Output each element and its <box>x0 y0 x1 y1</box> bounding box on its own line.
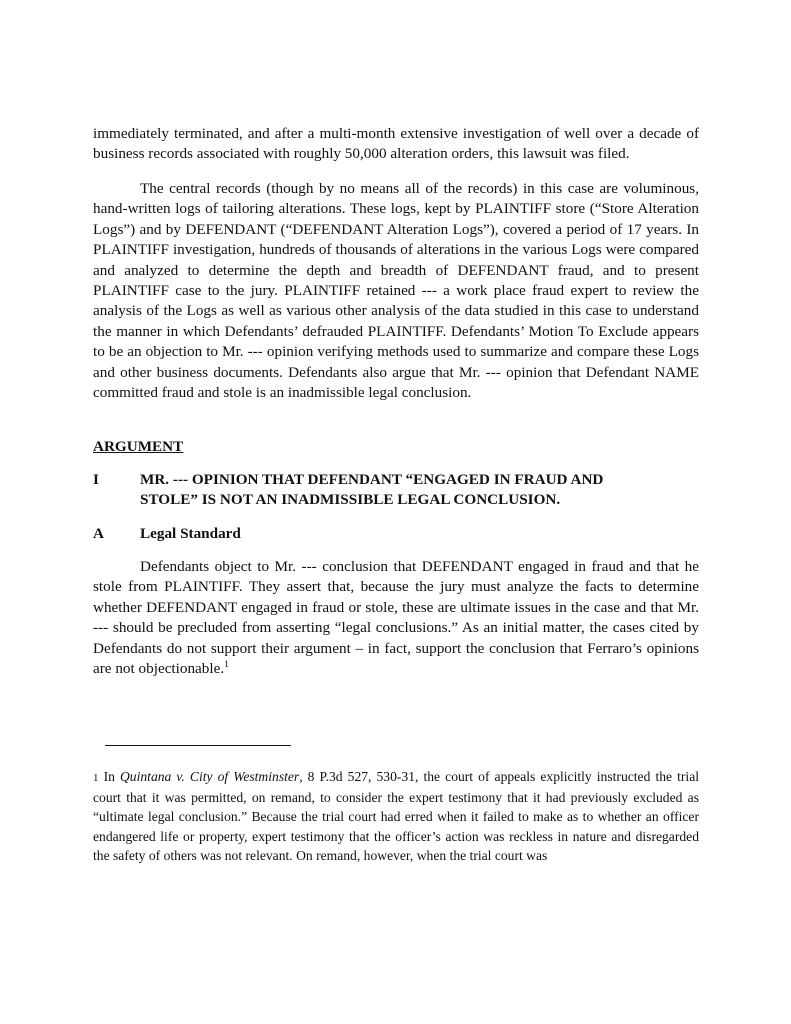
argument-heading: ARGUMENT <box>93 438 184 455</box>
section-a-title: Legal Standard <box>140 525 241 542</box>
section-a-heading <box>93 524 699 546</box>
footnote-lead: In <box>103 769 115 784</box>
section-i-heading <box>93 470 699 514</box>
footnote-case-name: Quintana v. City of Westminster <box>119 769 300 784</box>
body-paragraph-3-text: Defendants object to Mr. --- conclusion that DEFENDANT engaged in fraud and that he stole from PLAINTIFF. They assert that, because the jury must analyze the facts to determine whether DEFENDANT engaged in fraud or stole, these are ultimate issues in the case and that Mr. --- should be precluded from asserting “legal conclusions.” As an initial matter, the cases cited by Defendants do not support their argument – in fact, support the conclusion that Ferraro’s opinions are not objectionable. <box>93 558 699 678</box>
body-paragraph-1: immediately terminated, and after a multi-month extensive investigation of well over a decade of business records associated with roughly 50,000 alteration orders, this lawsuit was filed. <box>93 125 699 163</box>
footnote-text: , 8 P.3d 527, 530-31, the court of appeals explicitly instructed the trial court that it was permitted, on remand, to consider the expert testimony that it had previously excluded as “ultimate legal conclusion.” Because the trial court had erred when it failed to make as to whether an officer endangered life or property, expert testimony that the officer’s action was reckless in nature and disregarded the safety of others was not relevant. On remand, however, when the trial court was <box>93 769 700 863</box>
footnote-1 <box>93 767 699 865</box>
footnote-reference[interactable]: 1 <box>224 659 229 670</box>
body-paragraph-3 <box>93 557 699 679</box>
body-paragraph-2: The central records (though by no means all of the records) in this case are voluminous, hand-written logs of tailoring alterations. These logs, kept by PLAINTIFF store (“Store Alteration Logs”) and by DEFENDANT (“DEFENDANT Alteration Logs”), covered a period of 17 years. In PLAINTIFF investigation, hundreds of thousands of alterations in the various Logs were compared and analyzed to determine the depth and breadth of DEFENDANT fraud, and to present PLAINTIFF case to the jury. PLAINTIFF retained --- a work place fraud expert to review the analysis of the Logs as well as various other analysis of the data studied in this case to understand the manner in which Defendants’ defrauded PLAINTIFF. Defendants’ Motion To Exclude appears to be an objection to Mr. --- opinion verifying methods used to summarize and compare these Logs and other business documents. Defendants also argue that Mr. --- opinion that Defendant NAME committed fraud and stole is an inadmissible legal conclusion. <box>93 180 699 402</box>
section-a-number: A <box>93 525 104 542</box>
footnote-number: 1 <box>93 772 99 784</box>
footnote-separator <box>105 745 291 746</box>
section-i-title: MR. --- OPINION THAT DEFENDANT “ENGAGED IN FRAUD AND STOLE” IS NOT AN INADMISSIBLE LEGAL CONCLUSION. <box>140 471 604 509</box>
section-i-number: I <box>93 471 99 488</box>
